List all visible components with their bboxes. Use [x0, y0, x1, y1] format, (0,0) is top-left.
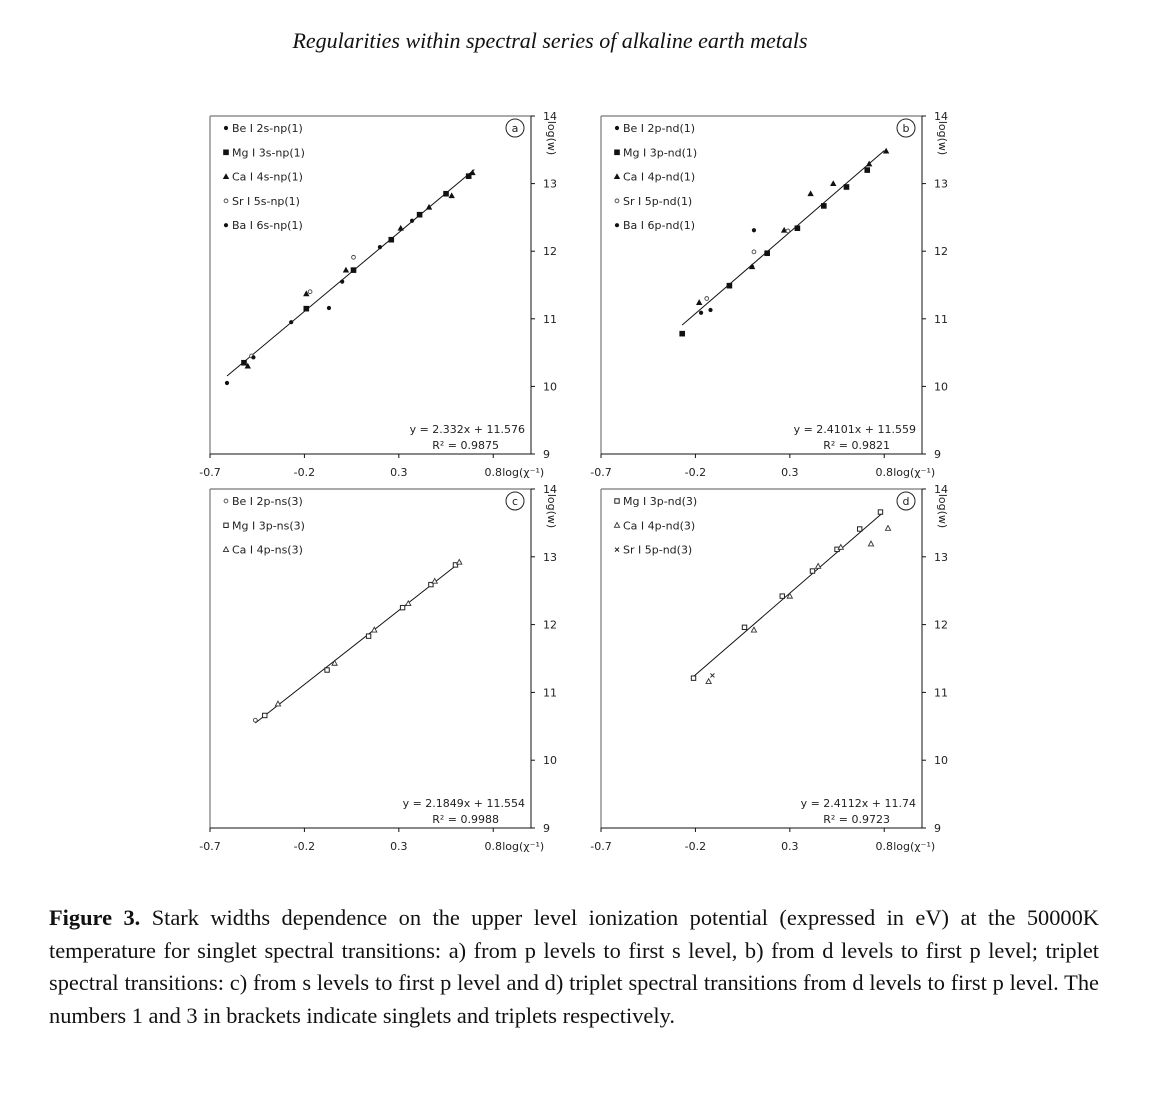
data-point	[699, 311, 703, 315]
y-tick-label: 9	[934, 448, 941, 461]
trendline	[694, 513, 883, 676]
y-tick-label: 11	[934, 312, 948, 326]
data-point	[448, 192, 454, 198]
data-point	[706, 679, 711, 684]
data-point	[885, 526, 890, 531]
chart-panel-a	[199, 110, 558, 479]
legend-marker	[224, 499, 228, 503]
data-point	[787, 593, 792, 598]
y-tick-label: 14	[543, 110, 557, 123]
y-tick-label: 9	[543, 448, 550, 461]
x-tick-label: 0.3	[781, 466, 799, 479]
x-tick-label: 0.3	[781, 840, 799, 853]
series-dot	[251, 306, 331, 360]
x-tick-label: -0.7	[199, 466, 221, 479]
y-tick-label: 11	[543, 686, 557, 700]
x-tick-label: -0.7	[199, 840, 221, 853]
legend-label: Mg I 3p-ns(3)	[232, 519, 305, 533]
series-circle-open	[253, 718, 257, 722]
data-point	[752, 250, 756, 254]
y-axis-label: log(w)	[936, 493, 949, 529]
data-point	[340, 280, 344, 284]
data-point	[400, 605, 404, 609]
legend-marker	[614, 150, 620, 156]
legend-marker	[224, 199, 228, 203]
series-dot	[699, 265, 754, 315]
legend-label: Mg I 3s-np(1)	[232, 146, 305, 160]
data-point	[366, 634, 370, 638]
legend-marker	[614, 173, 620, 179]
data-point	[332, 660, 337, 665]
r-squared: R² = 0.9988	[432, 813, 499, 826]
y-tick-label: 12	[543, 245, 557, 259]
data-point	[864, 167, 870, 173]
panel-letter: b	[902, 122, 910, 135]
legend-marker	[615, 548, 619, 552]
data-point	[352, 255, 356, 259]
x-axis-label: log(χ⁻¹)	[893, 840, 936, 853]
data-point	[308, 290, 312, 294]
y-tick-label: 11	[934, 686, 948, 700]
x-tick-label: -0.2	[293, 840, 316, 853]
regression-equation: y = 2.4112x + 11.74	[800, 797, 916, 810]
x-tick-label: 0.3	[390, 840, 408, 853]
legend-marker	[615, 223, 619, 227]
data-point	[417, 212, 423, 218]
legend-label: Ca I 4p-nd(1)	[623, 170, 696, 184]
data-point	[830, 180, 836, 186]
legend-marker	[614, 523, 619, 528]
series-circle-open	[250, 255, 356, 357]
legend-label: Sr I 5p-nd(3)	[623, 543, 693, 557]
data-point	[708, 308, 712, 312]
data-point	[857, 527, 861, 531]
data-point	[241, 360, 247, 366]
y-tick-label: 10	[543, 380, 557, 394]
chart-panel-d	[590, 483, 949, 853]
series-triangle-open	[706, 526, 891, 684]
trendline	[682, 151, 884, 325]
legend-label: Mg I 3p-nd(1)	[623, 146, 698, 160]
legend-marker	[224, 126, 228, 130]
legend-marker	[615, 199, 619, 203]
chart-panel-b	[590, 110, 949, 479]
x-tick-label: -0.7	[590, 466, 612, 479]
regression-equation: y = 2.332x + 11.576	[409, 423, 525, 436]
legend-label: Ca I 4s-np(1)	[232, 170, 303, 184]
panel-letter: a	[511, 122, 519, 135]
data-point	[780, 594, 784, 598]
series-square	[679, 167, 870, 336]
legend-marker	[223, 547, 228, 552]
data-point	[696, 299, 702, 305]
legend-marker	[615, 126, 619, 130]
x-tick-label: -0.2	[684, 840, 707, 853]
legend-marker	[615, 499, 619, 503]
legend-marker	[224, 223, 228, 227]
legend-label: Ba I 6p-nd(1)	[623, 219, 696, 233]
data-point	[225, 381, 229, 385]
y-tick-label: 14	[543, 483, 557, 496]
data-point	[443, 191, 449, 197]
y-tick-label: 13	[934, 550, 948, 564]
x-tick-label: 0.8	[875, 466, 893, 479]
r-squared: R² = 0.9875	[432, 439, 499, 452]
data-point	[325, 668, 329, 672]
data-point	[679, 331, 685, 337]
series-cross	[710, 673, 714, 677]
data-point	[343, 267, 349, 273]
legend-label: Ba I 6s-np(1)	[232, 219, 303, 233]
legend-label: Be I 2p-nd(1)	[623, 122, 696, 135]
x-tick-label: 0.8	[484, 466, 502, 479]
data-point	[263, 713, 267, 717]
series-circle-open	[705, 229, 790, 300]
panel-letter: d	[902, 495, 910, 508]
legend-marker	[223, 173, 229, 179]
legend-label: Mg I 3p-nd(3)	[623, 495, 698, 508]
legend-label: Ca I 4p-nd(3)	[623, 519, 696, 533]
legend-label: Be I 2p-ns(3)	[232, 495, 303, 508]
caption-label: Figure 3.	[49, 905, 141, 930]
data-point	[742, 625, 746, 629]
x-tick-label: 0.8	[484, 840, 502, 853]
figure-caption	[49, 902, 1099, 1032]
r-squared: R² = 0.9821	[823, 439, 890, 452]
legend-marker	[224, 523, 228, 527]
y-axis-label: log(w)	[545, 120, 558, 156]
x-axis-label: log(χ⁻¹)	[502, 466, 545, 479]
y-tick-label: 12	[543, 618, 557, 632]
data-point	[807, 190, 813, 196]
y-tick-label: 10	[934, 754, 948, 768]
y-tick-label: 13	[934, 177, 948, 191]
data-point	[351, 267, 357, 273]
data-point	[304, 306, 310, 312]
y-tick-label: 14	[934, 110, 948, 123]
data-point	[327, 306, 331, 310]
legend-label: Sr I 5p-nd(1)	[623, 194, 693, 208]
y-axis-label: log(w)	[936, 120, 949, 156]
data-point	[821, 203, 827, 209]
x-tick-label: -0.2	[293, 466, 316, 479]
figure-title: Regularities within spectral series of alkaline earth metals	[292, 28, 808, 53]
data-point	[469, 169, 475, 175]
data-point	[691, 676, 695, 680]
regression-equation: y = 2.1849x + 11.554	[402, 797, 525, 810]
data-point	[378, 245, 382, 249]
data-point	[289, 320, 293, 324]
data-point	[752, 228, 756, 232]
data-point	[410, 219, 414, 223]
legend-label: Sr I 5s-np(1)	[232, 194, 300, 208]
r-squared: R² = 0.9723	[823, 813, 890, 826]
x-tick-label: -0.2	[684, 466, 707, 479]
series-triangle-open	[275, 559, 461, 706]
y-tick-label: 9	[934, 822, 941, 835]
data-point	[786, 229, 790, 233]
x-tick-label: 0.8	[875, 840, 893, 853]
data-point	[253, 718, 257, 722]
x-axis-label: log(χ⁻¹)	[893, 466, 936, 479]
data-point	[751, 627, 756, 632]
x-tick-label: 0.3	[390, 466, 408, 479]
y-tick-label: 10	[934, 380, 948, 394]
data-point	[398, 225, 404, 231]
chart-panel-c	[199, 483, 558, 853]
x-axis-label: log(χ⁻¹)	[502, 840, 545, 853]
y-axis-label: log(w)	[545, 493, 558, 529]
data-point	[795, 225, 801, 231]
y-tick-label: 12	[934, 618, 948, 632]
data-point	[251, 355, 255, 359]
series-dot	[708, 228, 756, 312]
legend-label: Be I 2s-np(1)	[232, 122, 303, 135]
panel-letter: c	[511, 495, 519, 508]
data-point	[878, 510, 882, 514]
regression-equation: y = 2.4101x + 11.559	[793, 423, 916, 436]
data-point	[810, 569, 814, 573]
caption-text: Stark widths dependence on the upper level ionization potential (expressed in eV) at the 50000K temperature for singlet spectral transitions: a) from p levels to first s level, b) from d levels to first p level; triplet spectral transitions: c) from s levels to first p level and d) triplet spectral transitions from d levels to first p level. The numbers 1 and 3 in brackets indicate singlets and triplets respectively.	[49, 905, 1099, 1028]
y-tick-label: 12	[934, 245, 948, 259]
y-tick-label: 13	[543, 550, 557, 564]
data-point	[388, 237, 394, 243]
data-point	[727, 283, 733, 289]
y-tick-label: 14	[934, 483, 948, 496]
data-point	[705, 297, 709, 301]
data-point	[868, 541, 873, 546]
data-point	[710, 673, 714, 677]
data-point	[816, 563, 821, 568]
y-tick-label: 10	[543, 754, 557, 768]
data-point	[844, 184, 850, 190]
y-tick-label: 9	[543, 822, 550, 835]
y-tick-label: 13	[543, 177, 557, 191]
y-tick-label: 11	[543, 312, 557, 326]
data-point	[764, 250, 770, 256]
legend-label: Ca I 4p-ns(3)	[232, 543, 303, 557]
x-tick-label: -0.7	[590, 840, 612, 853]
legend-marker	[223, 150, 229, 156]
data-point	[426, 204, 432, 210]
